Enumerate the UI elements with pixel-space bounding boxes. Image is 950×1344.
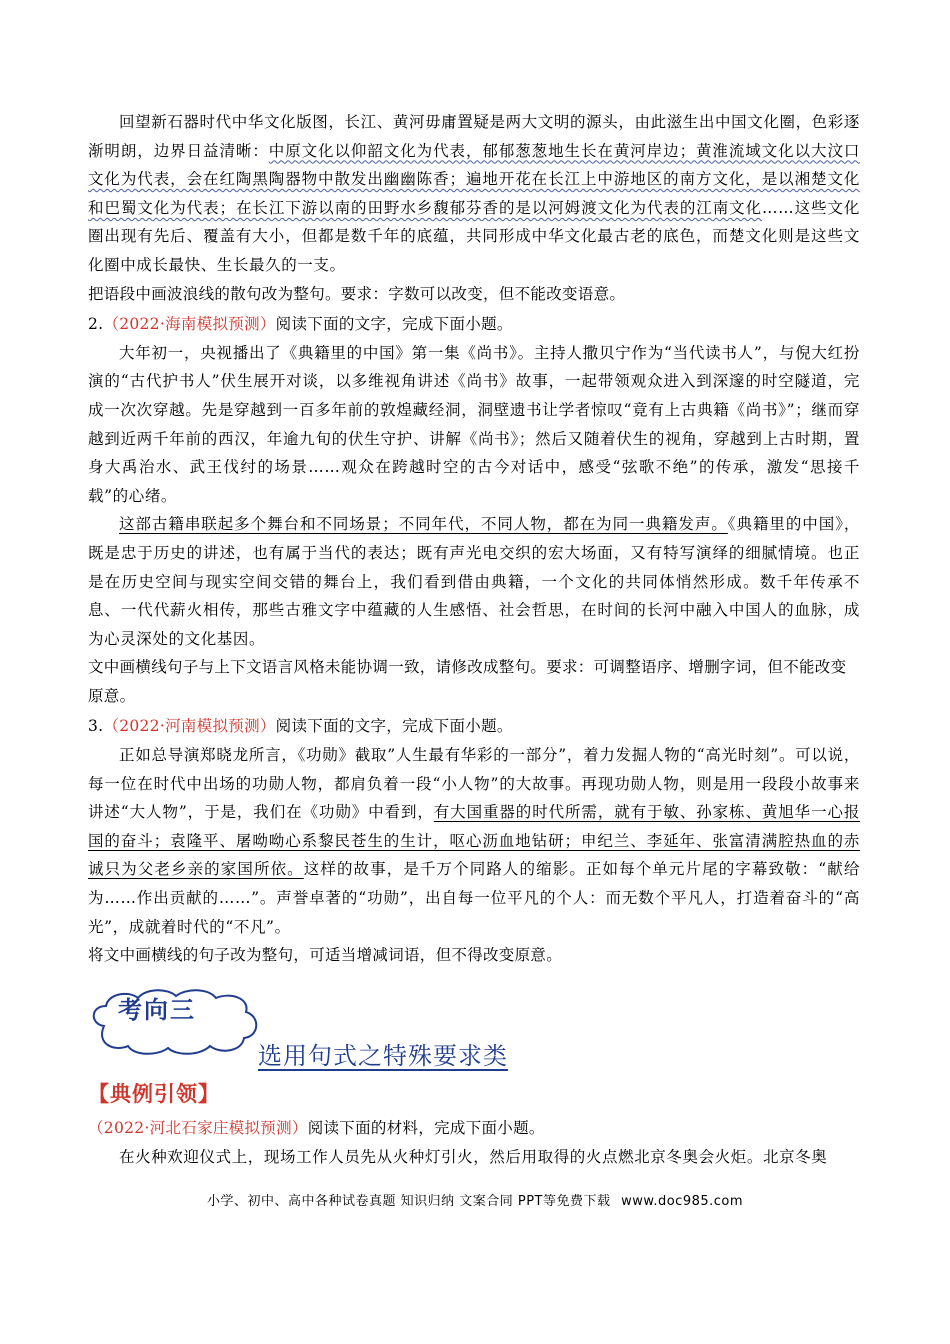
- question-3: 将文中画横线的句子改为整句，可适当增减词语，但不得改变原意。: [88, 946, 563, 965]
- example-paragraph: 在火种欢迎仪式上，现场工作人员先从火种灯引火，然后用取得的火点燃北京冬奥会火炬。北京冬奥: [119, 1147, 828, 1166]
- example-instruction: 阅读下面的材料，完成下面小题。: [307, 1119, 545, 1137]
- item-2-paragraph-1: 大年初一，央视播出了《典籍里的中国》第一集《尚书》。主持人撒贝宁作为“当代读书人”，与倪大红扮演的“古代护书人”伏生展开对谈，以多维视角讲述《尚书》故事，一起带领观众进入到深邃的时空隧道，完成一次次穿越。先是穿越到一百多年前的敦煌藏经洞，洞壁遗书让学者惊叹“竟有上古典籍《尚书》”；继而穿越到近两千年前的西汉，年逾九旬的伏生守护、讲解《尚书》；然后又随着伏生的视角，穿越到上古时期，置身大禹治水、武王伐纣的场景……观众在跨越时空的古今对话中，感受“弦歌不绝”的传承，激发“思接千载”的心绪。: [88, 343, 860, 505]
- passage-1: [88, 108, 860, 280]
- question-2: 文中画横线句子与上下文语言风格未能协调一致，请修改成整句。要求：可调整语序、增删字词，但不能改变原意。: [88, 658, 847, 705]
- item-2-number: 2.: [88, 315, 104, 334]
- item-3-instruction: 阅读下面的文字，完成下面小题。: [275, 717, 513, 736]
- section-title: 选用句式之特殊要求类: [258, 1042, 508, 1070]
- item-3-paragraph-start: 正如总导演郑晓龙所言，《功勋》截取”人生最有华彩的一部分”，着力发掘人物的“高光时刻”。可以说，每一位在时代中出场的功勋人物，都肩负着一段“小人物”的大故事。再现功勋人物，则是用一段段小故事来讲述“大人物”，于是，我们在《功勋》中看到，: [88, 746, 860, 822]
- example-body: [88, 1114, 860, 1171]
- item-3-header: [88, 712, 860, 741]
- wavy-underlined-text: 中原文化以仰韶文化为代表，郁郁葱葱地生长在黄河岸边；黄淮流域文化以大汶口文化为代表，会在红陶黑陶器物中散发出幽幽陈香；遍地开花在长江上中游地区的南方文化，是以湘楚文化和巴蜀文化为代表；在长江下游以南的田野水乡馥郁芬香的是以河姆渡文化为代表的江南文化: [88, 141, 860, 217]
- item-2-source: （2022·海南模拟预测）: [103, 315, 276, 334]
- example-header: [88, 1114, 860, 1143]
- underlined-sentence: 这部古籍串联起多个舞台和不同场景；不同年代，不同人物，都在为同一典籍发声。: [119, 515, 728, 534]
- item-2-paragraph-2-rest: 《典籍里的中国》，既是忠于历史的讲述，也有属于当代的表达；既有声光电交织的宏大场面，又有特写演绎的细腻情境。也正是在历史空间与现实空间交错的舞台上，我们看到借由典籍，一个文化的共同体悄然形成。数千年传承不息、一代代薪火相传，那些古雅文字中蕴藏的人生感悟、社会哲思，在时间的长河中融入中国人的血脉，成为心灵深处的文化基因。: [88, 515, 861, 648]
- example-source: （2022·河北石家庄模拟预测）: [88, 1119, 308, 1137]
- question-1: 把语段中画波浪线的散句改为整句。要求：字数可以改变，但不能改变语意。: [88, 284, 626, 303]
- item-3-number: 3.: [88, 717, 104, 736]
- section-badge: 考向三: [118, 995, 196, 1024]
- item-3-source: （2022·河南模拟预测）: [103, 717, 276, 736]
- footer-text: 小学、初中、高中各种试卷真题 知识归纳 文案合同 PPT等免费下载: [206, 1194, 611, 1209]
- footer-link[interactable]: www.doc985.com: [621, 1194, 744, 1209]
- underlined-sentence: 有大国重器的时代所需，就有于敏、孙家栋、黄旭华一心报国的奋斗；袁隆平、屠呦呦心系黎民苍生的生计，呕心沥血地钻研；申纪兰、李延年、张富清满腔热血的赤诚只为父老乡亲的家国所依。: [88, 803, 860, 879]
- item-2-instruction: 阅读下面的文字，完成下面小题。: [275, 315, 513, 334]
- page-footer: [0, 1190, 950, 1209]
- item-2-header: [88, 310, 860, 339]
- example-heading: 【典例引领】: [88, 1082, 220, 1106]
- passage-1-rest: ……这些文化圈出现有先后、覆盖有大小，但都是数千年的底蕴，共同形成中华文化最古老的底色，而楚文化则是这些文化圈中成长最快、生长最久的一支。: [88, 198, 860, 274]
- item-3-paragraph: [88, 741, 860, 941]
- item-3-paragraph-end: 这样的故事，是千万个同路人的缩影。正如每个单元片尾的字幕致敬：“献给为……作出贡献的……”。声誉卓著的“功勋”，出自每一位平凡的个人：而无数个平凡人，打造着奋斗的“高光”，成就着时代的“不凡”。: [88, 860, 860, 936]
- document-body: [88, 108, 860, 970]
- item-2-paragraph-2: [88, 510, 860, 653]
- passage-1-intro: 回望新石器时代中华文化版图，长江、黄河毋庸置疑是两大文明的源头，由此滋生出中国文化圈，色彩逐渐明朗，边界日益清晰：: [88, 113, 860, 160]
